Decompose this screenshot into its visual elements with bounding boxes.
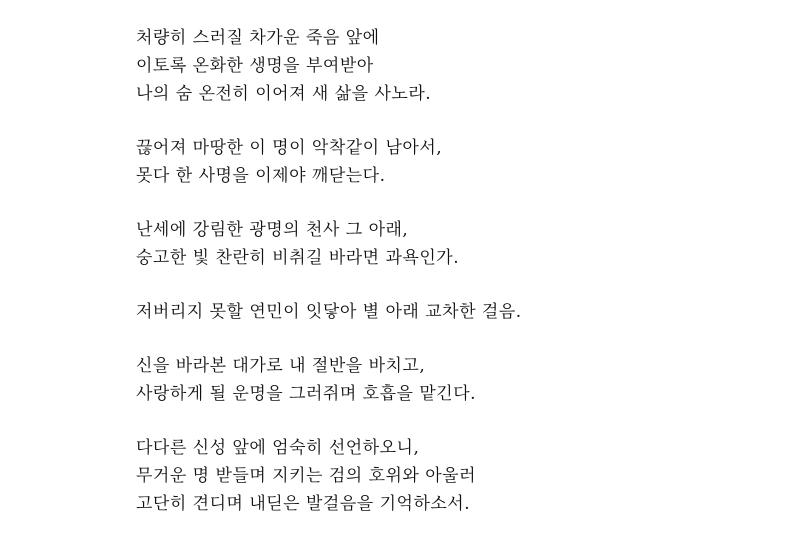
poem-line: 무거운 명 받들며 지키는 검의 호위와 아울러 <box>136 466 477 486</box>
poem-line: 나의 숨 온전히 이어져 새 삶을 사노라. <box>136 84 432 104</box>
poem-line: 처량히 스러질 차가운 죽음 앞에 <box>136 28 380 48</box>
poem-stanza-3 <box>136 216 780 272</box>
poem-line: 고단히 견디며 내딛은 발걸음을 기억하소서. <box>136 494 471 514</box>
poem-stanza-4 <box>136 298 780 326</box>
poem-line: 다다른 신성 앞에 엄숙히 선언하오니, <box>136 438 420 458</box>
poem-stanza-1 <box>136 24 780 108</box>
poem-text <box>136 24 780 544</box>
poem-line: 난세에 강림한 광명의 천사 그 아래, <box>136 220 409 240</box>
poem-stanza-5 <box>136 352 780 408</box>
poem-line: 못다 한 사명을 이제야 깨닫는다. <box>136 166 386 186</box>
poem-stanza-6 <box>136 434 780 518</box>
poem-line: 신을 바라본 대가로 내 절반을 바치고, <box>136 356 426 376</box>
poem-line: 이토록 온화한 생명을 부여받아 <box>136 56 374 76</box>
poem-stanza-2 <box>136 134 780 190</box>
poem-line: 숭고한 빛 찬란히 비취길 바라면 과욕인가. <box>136 248 460 268</box>
poem-line: 저버리지 못할 연민이 잇닿아 별 아래 교차한 걸음. <box>136 302 522 322</box>
poem-line: 끊어져 마땅한 이 명이 악착같이 남아서, <box>136 138 443 158</box>
poem-line: 사랑하게 될 운명을 그러쥐며 호흡을 맡긴다. <box>136 384 477 404</box>
